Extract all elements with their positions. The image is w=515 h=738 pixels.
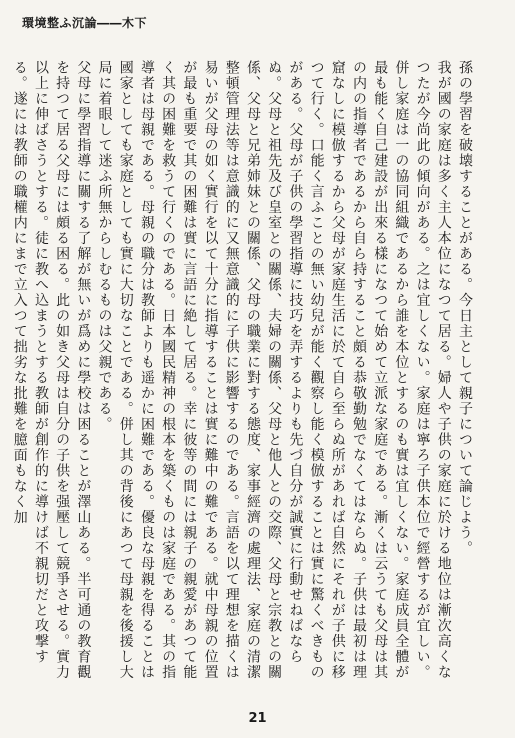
paragraph-2: 我が國の家庭は多く主人本位になつて居る。婦人や子供の家庭に於ける地位は漸次高くなつたが今尚此の傾向がある。之は宜しくない。家庭は寧ろ子供本位で經營するが宜しい。併し家庭は一の協同組織であるから誰を本位とするのも實は宜しくない。家庭成員全體が最も能く自己建設が出來る樣になつて始めて立派な家庭である。漸くは云うても父母は其の内の指導者であるから自ら持すること頗る恭敬勤勉でなくてはならぬ。子供は最初は理窟なしに模倣するから父母が家庭生活に於て自ら至らぬ所があれば自然にそれが子供に移つて行く。口能く言ふことの無い幼兒が能く觀察し能く模倣することは實に驚くべきものがある。父母が子供の學習指導に技巧を弄するよりも先づ自分が誠實に行動せねばならぬ。父母と祖先及び皇室との關係、夫婦の關係、父母と他人との交際、父母と宗教との關係、父母と兄弟姉妹との關係、父母の職業に對する態度、家事經濟の處理法、家庭の清潔整頓管理法等は意識的に又無意識的に子供に影響するのである。言語を以て理想を描くは易いが父母の如く實行を以て十分に指導することは實に難中の難である。就中母親の位置が最も重要で其の困難は實に言語に絶して居る。幸に彼等の間には親子の親愛があつて能く其の困難を救うて行くのである。日本國民精神の根本を築くものは家庭である。其の指導者は母親である。母親の職分は教師よりも遥かに困難である。優良な母親を得ることは國家としても家庭としても實に大切なことである。併し其の背後にあつて母親を後援し大局に着眼して迷ふ所無からしむるものは父親である。 bbox=[96, 60, 452, 680]
paragraph-3: 父母に學習指導に關する了解が無いが爲めに學校は困ることが澤山ある。半可通の教育觀を持つて居る父母には頗る困る。此の如き父母は自分の子供を强壓して競爭させる。實力以上に伸ばさうとする。徒に教へ込まうとする教師が創作的に導けば不親切だと攻撃する。遂には教師の職權内にまで立入つて拙劣な批難を臆面もなく加 bbox=[11, 60, 92, 680]
paragraph-1: 孫の學習を破壊することがある。今日主として親子について論じよう。 bbox=[457, 60, 473, 556]
body-text bbox=[11, 60, 475, 680]
page-number: 21 bbox=[248, 711, 267, 726]
running-header: 環境整ふ沉論――木下 bbox=[22, 16, 148, 30]
